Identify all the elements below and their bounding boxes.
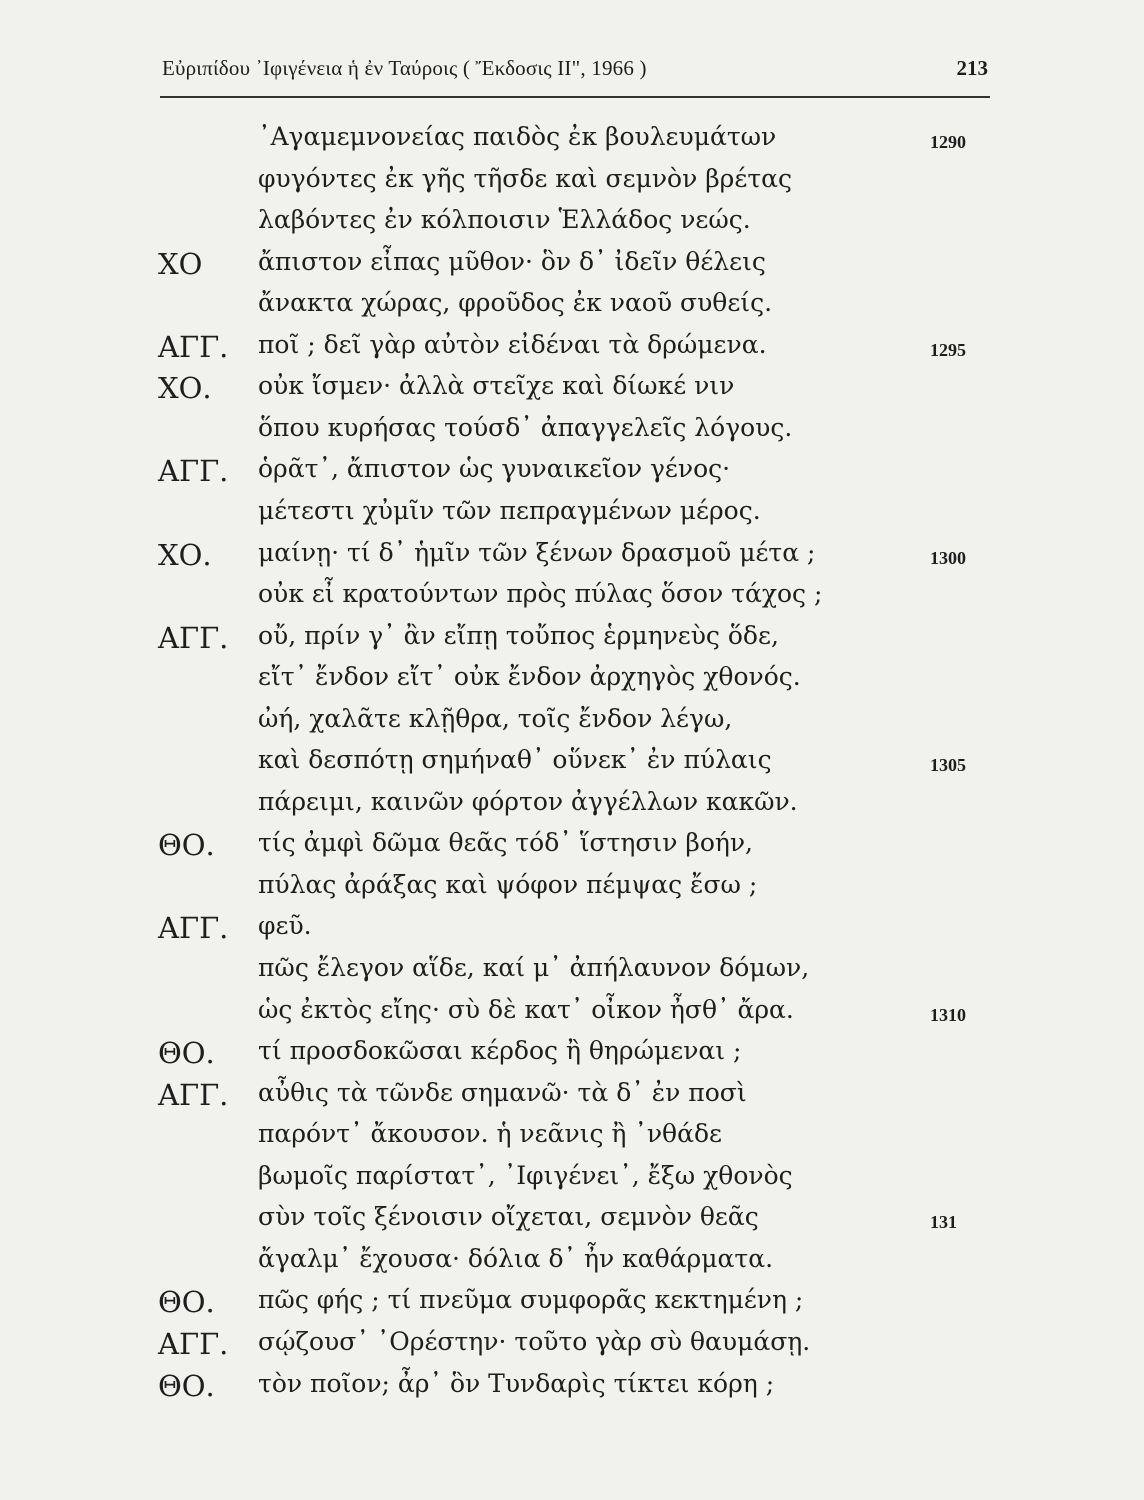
verse-line	[0, 1036, 1144, 1076]
speaker-label: ΑΓΓ.	[158, 329, 229, 364]
verse-text: σῴζουσ᾽ ᾽Ορέστην· τοῦτο γὰρ σὺ θαυμάσῃ.	[258, 1326, 811, 1356]
verse-line	[0, 1369, 1144, 1409]
verse-line	[0, 662, 1144, 702]
verse-text: ᾽Αγαμεμνονείας παιδὸς ἐκ βουλευμάτων	[258, 122, 777, 151]
speaker-label: ΧΟ	[158, 246, 203, 281]
line-number: 1300	[930, 547, 966, 568]
speaker-label: ΧΟ.	[158, 537, 212, 572]
verse-text: μέτεστι χὐμῖν τῶν πεπραγμένων μέρος.	[258, 495, 761, 525]
verse-text: πῶς ἔλεγον αἵδε, καί μ᾽ ἀπήλαυνον δόμων,	[258, 953, 810, 982]
verse-text: ὁρᾶτ᾽, ἄπιστον ὡς γυναικεῖον γένος·	[258, 454, 731, 484]
verse-text: τί προσδοκῶσαι κέρδος ἢ θηρώμεναι ;	[258, 1036, 742, 1066]
verse-text: παρόντ᾽ ἄκουσον. ἡ νεᾶνις ἢ ᾽νθάδε	[258, 1119, 722, 1149]
verse-text: οὔ, πρίν γ᾽ ἂν εἴπῃ τοὔπος ἑρμηνεὺς ὅδε,	[258, 620, 779, 650]
verse-line	[0, 911, 1144, 951]
verse-line	[0, 995, 1144, 1035]
verse-text: μαίνῃ· τί δ᾽ ἡμῖν τῶν ξένων δρασμοῦ μέτα ;	[258, 537, 816, 567]
verse-text: φυγόντες ἐκ γῆς τῆσδε καὶ σεμνὸν βρέτας	[258, 163, 793, 193]
line-number: 1295	[930, 339, 966, 360]
verse-text: λαβόντες ἐν κόλποισιν Ἑλλάδος νεώς.	[258, 205, 751, 235]
verse-line	[0, 1161, 1144, 1201]
verse-line	[0, 413, 1144, 453]
verse-line	[0, 496, 1144, 536]
verse-text: βωμοῖς παρίστατ᾽, ᾽Ιφιγένει᾽, ἔξω χθονὸς	[258, 1160, 793, 1190]
speaker-label: ΑΓΓ.	[158, 620, 229, 655]
verse-text: αὖθις τὰ τῶνδε σημανῶ· τὰ δ᾽ ἐν ποσὶ	[258, 1077, 747, 1107]
verse-line	[0, 745, 1144, 785]
speaker-label: ΑΓΓ.	[158, 911, 229, 946]
verse-text: σὺν τοῖς ξένοισιν οἴχεται, σεμνὸν θεᾶς	[258, 1202, 759, 1232]
verse-text: ἄγαλμ᾽ ἔχουσα· δόλια δ᾽ ἦν καθάρματα.	[258, 1243, 774, 1273]
speaker-label: ΘΟ.	[158, 1285, 215, 1320]
verse-text: ἄπιστον εἶπας μῦθον· ὃν δ᾽ ἰδεῖν θέλεις	[258, 246, 766, 276]
verse-line	[0, 579, 1144, 619]
verse-text: πῶς φής ; τί πνεῦμα συμφορᾶς κεκτημένη ;	[258, 1285, 804, 1315]
verse-line	[0, 704, 1144, 744]
line-number: 1310	[930, 1004, 966, 1025]
line-number: 131	[930, 1212, 957, 1233]
speaker-label: ΧΟ.	[158, 371, 212, 406]
speaker-label: ΑΓΓ.	[158, 1077, 229, 1112]
verse-line	[0, 205, 1144, 245]
verse-text: εἴτ᾽ ἔνδον εἴτ᾽ οὐκ ἔνδον ἀρχηγὸς χθονός.	[258, 662, 801, 692]
verse-line	[0, 288, 1144, 328]
verse-line	[0, 1119, 1144, 1159]
verse-line	[0, 1202, 1144, 1242]
verse-line	[0, 454, 1144, 494]
verse-line	[0, 538, 1144, 578]
verse-text: ὠή, χαλᾶτε κλῇθρα, τοῖς ἔνδον λέγω,	[258, 703, 733, 733]
verse-line	[0, 1078, 1144, 1118]
speaker-label: ΘΟ.	[158, 1036, 215, 1071]
verse-text: πύλας ἀράξας καὶ ψόφον πέμψας ἔσω ;	[258, 869, 758, 899]
verse-text: ὡς ἐκτὸς εἴης· σὺ δὲ κατ᾽ οἶκον ἦσθ᾽ ἄρα.	[258, 994, 794, 1024]
verse-line	[0, 621, 1144, 661]
verse-text: τίς ἀμφὶ δῶμα θεᾶς τόδ᾽ ἵστησιν βοήν,	[258, 828, 754, 858]
verse-line	[0, 953, 1144, 993]
verse-line	[0, 1327, 1144, 1367]
line-number: 1290	[930, 132, 966, 152]
verse-text: ἄνακτα χώρας, φροῦδος ἐκ ναοῦ συθείς.	[258, 288, 773, 318]
header-rule	[160, 96, 990, 98]
speaker-label: ΑΓΓ.	[158, 1326, 229, 1361]
speaker-label: ΑΓΓ.	[158, 454, 229, 489]
verse-line	[0, 1244, 1144, 1284]
verse-line	[0, 787, 1144, 827]
verse-line	[0, 122, 1144, 162]
running-header	[162, 56, 988, 92]
verse-line	[0, 247, 1144, 287]
verse-text: πάρειμι, καινῶν φόρτον ἀγγέλλων κακῶν.	[258, 786, 798, 816]
header-title: Εὐριπίδου ᾽Ιφιγένεια ἡ ἐν Ταύροις ( Ἔκδοσις ΙΙ", 1966 )	[162, 56, 647, 80]
verse-text: ποῖ ; δεῖ γὰρ αὐτὸν εἰδέναι τὰ δρώμενα.	[258, 329, 767, 359]
verse-line	[0, 828, 1144, 868]
verse-line	[0, 371, 1144, 411]
verse-line	[0, 1285, 1144, 1325]
verse-line	[0, 870, 1144, 910]
verse-text: οὐκ εἶ κρατούντων πρὸς πύλας ὅσον τάχος ;	[258, 579, 823, 609]
verse-text: οὐκ ἴσμεν· ἀλλὰ στεῖχε καὶ δίωκέ νιν	[258, 371, 735, 401]
page-number: 213	[956, 56, 988, 80]
verse-line	[0, 330, 1144, 370]
verse-text: ὅπου κυρήσας τούσδ᾽ ἀπαγγελεῖς λόγους.	[258, 412, 793, 442]
verse-line	[0, 164, 1144, 204]
line-number: 1305	[930, 755, 966, 776]
verse-text: καὶ δεσπότῃ σημήναθ᾽ οὕνεκ᾽ ἐν πύλαις	[258, 745, 772, 775]
verse-text: φεῦ.	[258, 911, 312, 941]
speaker-label: ΘΟ.	[158, 1368, 215, 1403]
verse-text: τὸν ποῖον; ἆρ᾽ ὃν Τυνδαρὶς τίκτει κόρη ;	[258, 1368, 775, 1398]
speaker-label: ΘΟ.	[158, 828, 215, 863]
